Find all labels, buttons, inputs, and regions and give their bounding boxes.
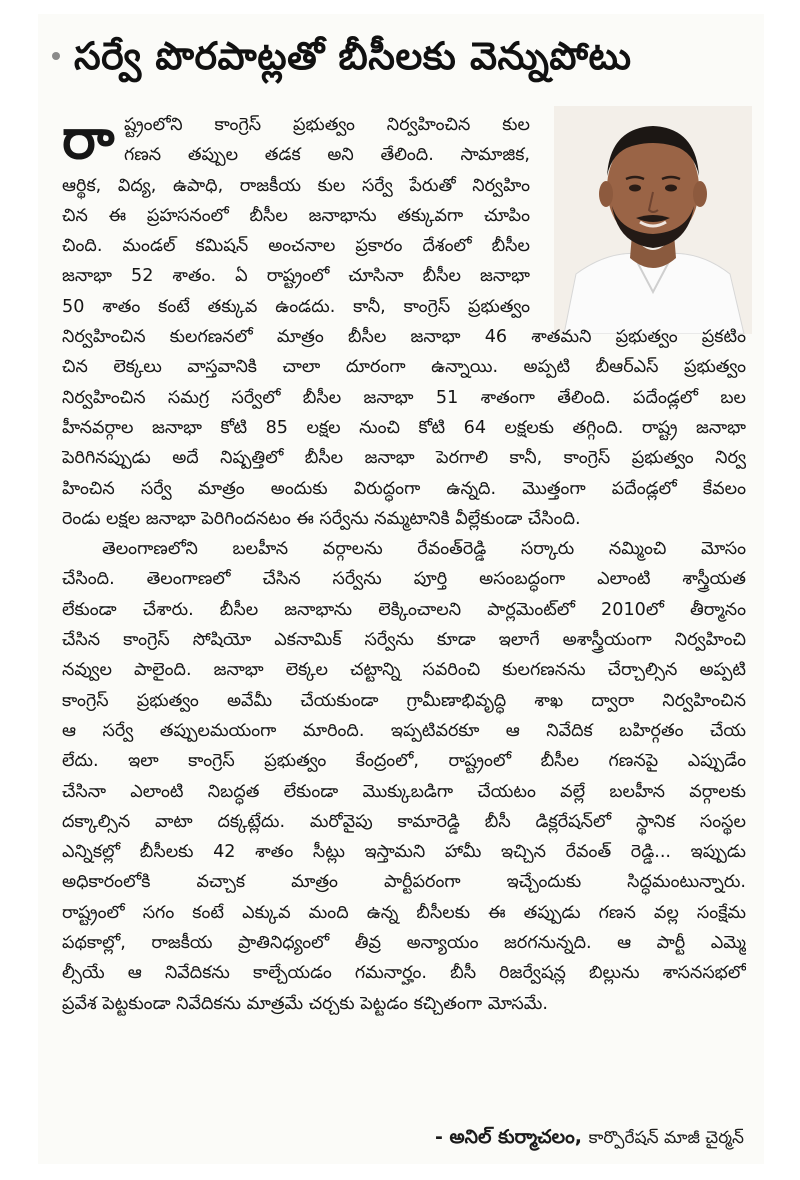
text-line: నిర్వహించిన సమగ్ర సర్వేలో బీసీల జనాభా 51 శాతంగా తేలింది. పదేండ్లలో బల [62, 387, 746, 408]
text-line: పథకాల్లో, రాజకీయ ప్రాతినిధ్యంలో తీవ్ర అన్యాయం జరగనున్నది. ఆ పార్టీ ఎమ్మె [62, 933, 746, 954]
article-body [62, 107, 746, 1019]
text-line: చిన లెక్కలు వాస్తవానికి చాలా దూరంగా ఉన్నాయి. అప్పటి బీఆర్ఎస్ ప్రభుత్వం [62, 357, 746, 378]
text-line: ల్సీయే ఆ నివేదికను కాల్చేయడం గమనార్హం. బీసీ రిజర్వేషన్ల బిల్లును శాసనసభలో [62, 963, 746, 984]
text-line: హించిన సర్వే మాత్రం అందుకు విరుద్ధంగా ఉన్నది. మొత్తంగా పదేండ్లలో కేవలం [62, 478, 746, 499]
drop-cap: రా [62, 107, 115, 172]
text-line: రాష్ట్రంలో సగం కంటే ఎక్కువ మంది ఉన్న బీసీలకు ఈ తప్పుడు గణన వల్ల సంక్షేమ [62, 902, 746, 923]
text-line: చేసిన కాంగ్రెస్ సోషియో ఎకనామిక్ సర్వేను కూడా ఇలాగే అశాస్త్రీయంగా నిర్వహించి [62, 630, 746, 651]
text-line: రెండు లక్షల జనాభా పెరిగిందనటం ఈ సర్వేను నమ్మటానికి వీల్లేకుండా చేసింది. [62, 508, 581, 529]
text-line: పెరిగినప్పుడు అదే నిష్పత్తిలో బీసీల జనాభా పెరగాలి కానీ, కాంగ్రెస్ ప్రభుత్వం నిర్వ [62, 448, 746, 469]
text-line: లేకుండా చేశారు. బీసీల జనాభాను లెక్కించాలని పార్లమెంట్‌లో 2010లో తీర్మానం [62, 599, 746, 620]
text-line: ప్రవేశ పెట్టకుండా నివేదికను మాత్రమే చర్చకు పెట్టడం కచ్చితంగా మోసమే. [62, 993, 548, 1014]
text-line: నవ్వుల పాలైంది. జనాభా లెక్కల చట్టాన్ని సవరించి కులగణనను చేర్చాల్సిన అప్పటి [62, 660, 746, 681]
paragraph-1-narrow-column [62, 107, 530, 322]
text-line: చింది. మండల్ కమిషన్ అంచనాల ప్రకారం దేశంలో బీసీల [62, 236, 530, 257]
text-line: హీనవర్గాల జనాభా కోటి 85 లక్షల నుంచి కోటి 64 లక్షలకు తగ్గింది. రాష్ట్ర జనాభా [62, 417, 746, 438]
headline: సర్వే పొరపాట్లతో బీసీలకు వెన్నుపోటు [74, 34, 632, 78]
text-line: చిన ఈ ప్రహసనంలో బీసీల జనాభాను తక్కువగా చూపిం [62, 205, 530, 226]
byline [435, 1126, 744, 1153]
text-line: నిర్వహించిన కులగణనలో మాత్రం బీసీల జనాభా 46 శాతమని ప్రభుత్వం ప్రకటిం [62, 327, 746, 348]
author-name: - అనిల్ కుర్మాచలం, [434, 1126, 582, 1148]
text-line: దక్కాల్సిన వాటా దక్కట్లేదు. మరోవైపు కామారెడ్డి బీసీ డిక్లరేషన్‌లో స్థానిక సంస్థల [62, 811, 746, 832]
text-line: ఎన్నికల్లో బీసీలకు 42 శాతం సీట్లు ఇస్తామని హామీ ఇచ్చిన రేవంత్ రెడ్డి... ఇప్పుడు [62, 842, 746, 863]
text-line: అధికారంలోకి వచ్చాక మాత్రం పార్టీపరంగా ఇచ్చేందుకు సిద్ధమంటున్నారు. [62, 872, 746, 893]
text-line: ఆ సర్వే తప్పులమయంగా మారింది. ఇప్పటివరకూ ఆ నివేదిక బహిర్గతం చేయ [62, 720, 746, 741]
bullet-icon [52, 52, 60, 60]
text-line: జనాభా 52 శాతం. ఏ రాష్ట్రంలో చూసినా బీసీల జనాభా [62, 266, 530, 287]
text-line: గణన తప్పుల తడక అని తేలింది. సామాజిక, [124, 145, 530, 166]
text-line: లేదు. ఇలా కాంగ్రెస్ ప్రభుత్వం కేంద్రంలో, రాష్ట్రంలో బీసీల గణనపై ఎప్పుడేం [62, 751, 746, 772]
text-line: 50 శాతం కంటే తక్కువ ఉండదు. కానీ, కాంగ్రెస్ ప్రభుత్వం [62, 296, 530, 317]
paragraph-1-full-width [62, 322, 746, 534]
text-line: కాంగ్రెస్ ప్రభుత్వం అవేమీ చేయకుండా గ్రామీణాభివృద్ధి శాఖ ద్వారా నిర్వహించిన [62, 690, 746, 711]
text-line: ష్ట్రంలోని కాంగ్రెస్ ప్రభుత్వం నిర్వహించిన కుల [124, 115, 530, 135]
author-role: కార్పొరేషన్ మాజీ చైర్మన్ [588, 1128, 744, 1148]
newspaper-clipping [38, 14, 764, 1164]
text-line: ఆర్థిక, విద్య, ఉపాధి, రాజకీయ కుల సర్వే పేరుతో నిర్వహిం [62, 175, 530, 196]
paragraph-1 [62, 107, 746, 534]
text-line: చేసింది. తెలంగాణలో చేసిన సర్వేను పూర్తి అసంబద్ధంగా ఎలాంటి శాస్త్రీయత [62, 569, 746, 590]
headline-row [46, 24, 756, 88]
text-line: చేసినా ఎలాంటి నిబద్ధత లేకుండా మొక్కుబడిగా చేయటం వల్లే బలహీన వర్గాలకు [62, 781, 746, 802]
paragraph-2 [62, 534, 746, 1019]
text-line: తెలంగాణలోని బలహీన వర్గాలను రేవంత్‌రెడ్డి సర్కారు నమ్మించి మోసం [102, 539, 746, 560]
